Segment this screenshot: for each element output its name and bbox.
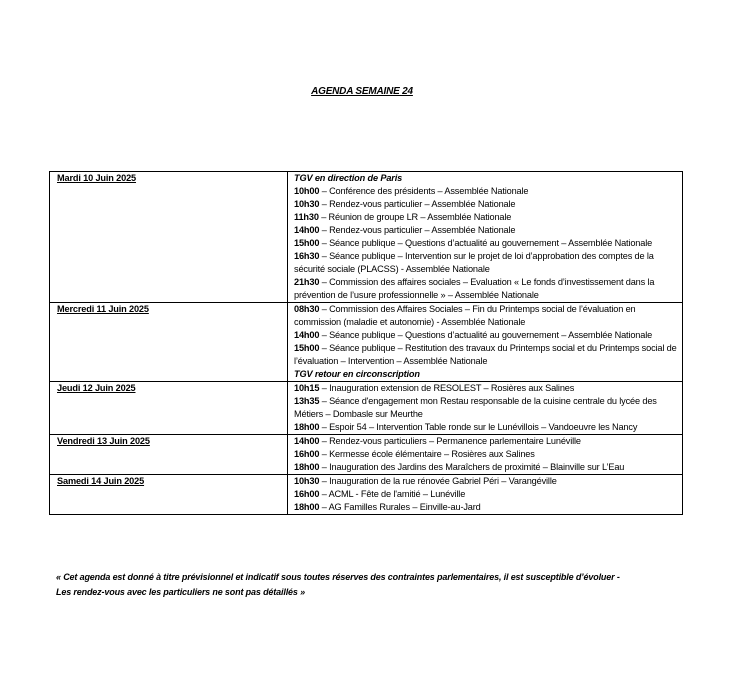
agenda-entry bbox=[294, 237, 678, 250]
day-label: Jeudi 12 Juin 2025 bbox=[57, 383, 136, 393]
entry-description: – Commission des affaires sociales – Evaluation « Le fonds d’investissement dans la prévention de l’usure professionnelle » – Assemblée Nationale bbox=[294, 277, 655, 300]
entry-description: – Rendez-vous particuliers – Permanence parlementaire Lunéville bbox=[319, 436, 581, 446]
entry-description: – Rendez-vous particulier – Assemblée Nationale bbox=[319, 225, 516, 235]
agenda-entry bbox=[294, 461, 678, 474]
entry-time: 16h00 bbox=[294, 449, 320, 459]
entry-description: – Inauguration de la rue rénovée Gabriel Péri – Varangéville bbox=[319, 476, 557, 486]
agenda-entry bbox=[294, 421, 678, 434]
day-label: Mardi 10 Juin 2025 bbox=[57, 173, 137, 183]
day-cell bbox=[50, 172, 288, 303]
events-cell bbox=[288, 435, 683, 475]
day-label: Samedi 14 Juin 2025 bbox=[57, 476, 145, 486]
entry-description: – Réunion de groupe LR – Assemblée Nationale bbox=[318, 212, 512, 222]
agenda-entry bbox=[294, 250, 678, 276]
page-title: AGENDA SEMAINE 24 bbox=[311, 86, 413, 97]
entry-description: – Inauguration extension de RESOLEST – Rosières aux Salines bbox=[319, 383, 575, 393]
entry-time: 11h30 bbox=[294, 212, 319, 222]
day-cell bbox=[50, 382, 288, 435]
agenda-entry bbox=[294, 224, 678, 237]
events-cell bbox=[288, 303, 683, 382]
entry-time: 10h15 bbox=[294, 383, 320, 393]
agenda-entry bbox=[294, 329, 678, 342]
agenda-entry bbox=[294, 435, 678, 448]
entry-description: – Kermesse école élémentaire – Rosières aux Salines bbox=[319, 449, 535, 459]
disclaimer bbox=[56, 570, 696, 600]
entry-description: – Séance publique – Questions d’actualité au gouvernement – Assemblée Nationale bbox=[319, 238, 653, 248]
agenda-entry bbox=[294, 303, 678, 329]
agenda-entry bbox=[294, 276, 678, 302]
entry-time: 10h30 bbox=[294, 476, 320, 486]
agenda-entry bbox=[294, 382, 678, 395]
entry-description: – Inauguration des Jardins des Maraîchers de proximité – Blainville sur L’Eau bbox=[319, 462, 625, 472]
entry-time: 15h00 bbox=[294, 238, 320, 248]
entry-description: – Rendez-vous particulier – Assemblée Nationale bbox=[319, 199, 516, 209]
events-cell bbox=[288, 475, 683, 515]
agenda-row bbox=[50, 303, 683, 382]
disclaimer-line-2: Les rendez-vous avec les particuliers ne sont pas détaillés » bbox=[56, 587, 305, 597]
agenda-entry bbox=[294, 475, 678, 488]
entry-time: 16h30 bbox=[294, 251, 320, 261]
entry-time: 18h00 bbox=[294, 462, 320, 472]
entry-time: 16h00 bbox=[294, 489, 320, 499]
entry-description: – Séance publique – Restitution des travaux du Printemps social et du Printemps social de l’évaluation – Intervention – Assemblée Nationale bbox=[294, 343, 677, 366]
entry-description: – Séance publique – Intervention sur le projet de loi d’approbation des comptes de la sécurité sociale (PLACSS) - Assemblée Nationale bbox=[294, 251, 654, 274]
agenda-entry bbox=[294, 395, 678, 421]
entry-description: – AG Familles Rurales – Einville-au-Jard bbox=[319, 502, 481, 512]
agenda-row bbox=[50, 382, 683, 435]
entry-time: 14h00 bbox=[294, 330, 320, 340]
entry-description: – Séance d'engagement mon Restau responsable de la cuisine centrale du lycée des Métiers – Dombasle sur Meurthe bbox=[294, 396, 657, 419]
day-label: Vendredi 13 Juin 2025 bbox=[57, 436, 150, 446]
agenda-entry bbox=[294, 198, 678, 211]
day-cell bbox=[50, 475, 288, 515]
events-cell bbox=[288, 382, 683, 435]
entry-time: 15h00 bbox=[294, 343, 320, 353]
entry-description: – ACML - Fête de l'amitié – Lunéville bbox=[319, 489, 466, 499]
entry-time: 10h00 bbox=[294, 186, 320, 196]
day-label: Mercredi 11 Juin 2025 bbox=[57, 304, 149, 314]
entry-description: – Commission des Affaires Sociales – Fin du Printemps social de l’évaluation en commission (maladie et autonomie) - Assemblée Nationale bbox=[294, 304, 636, 327]
disclaimer-line-1: « Cet agenda est donné à titre prévisionnel et indicatif sous toutes réserves des contraintes parlementaires, il est susceptible d’évoluer - bbox=[56, 572, 620, 582]
agenda-entry bbox=[294, 488, 678, 501]
entry-time: 13h35 bbox=[294, 396, 320, 406]
entry-time: 14h00 bbox=[294, 436, 320, 446]
agenda-row bbox=[50, 435, 683, 475]
agenda-row bbox=[50, 475, 683, 515]
entry-time: 10h30 bbox=[294, 199, 320, 209]
agenda-entry bbox=[294, 211, 678, 224]
entry-time: 18h00 bbox=[294, 422, 320, 432]
agenda-entry bbox=[294, 501, 678, 514]
entry-description: – Espoir 54 – Intervention Table ronde sur le Lunévillois – Vandoeuvre les Nancy bbox=[319, 422, 638, 432]
travel-note: TGV retour en circonscription bbox=[294, 369, 420, 379]
agenda-entry bbox=[294, 448, 678, 461]
entry-description: – Conférence des présidents – Assemblée Nationale bbox=[319, 186, 529, 196]
entry-time: 14h00 bbox=[294, 225, 320, 235]
events-cell bbox=[288, 172, 683, 303]
agenda-body bbox=[50, 172, 683, 515]
day-cell bbox=[50, 435, 288, 475]
entry-description: – Séance publique – Questions d’actualité au gouvernement – Assemblée Nationale bbox=[319, 330, 653, 340]
agenda-table bbox=[49, 171, 683, 515]
travel-note: TGV en direction de Paris bbox=[294, 173, 403, 183]
entry-time: 18h00 bbox=[294, 502, 320, 512]
entry-time: 21h30 bbox=[294, 277, 320, 287]
entry-time: 08h30 bbox=[294, 304, 320, 314]
agenda-entry bbox=[294, 342, 678, 368]
agenda-row bbox=[50, 172, 683, 303]
agenda-entry bbox=[294, 185, 678, 198]
day-cell bbox=[50, 303, 288, 382]
